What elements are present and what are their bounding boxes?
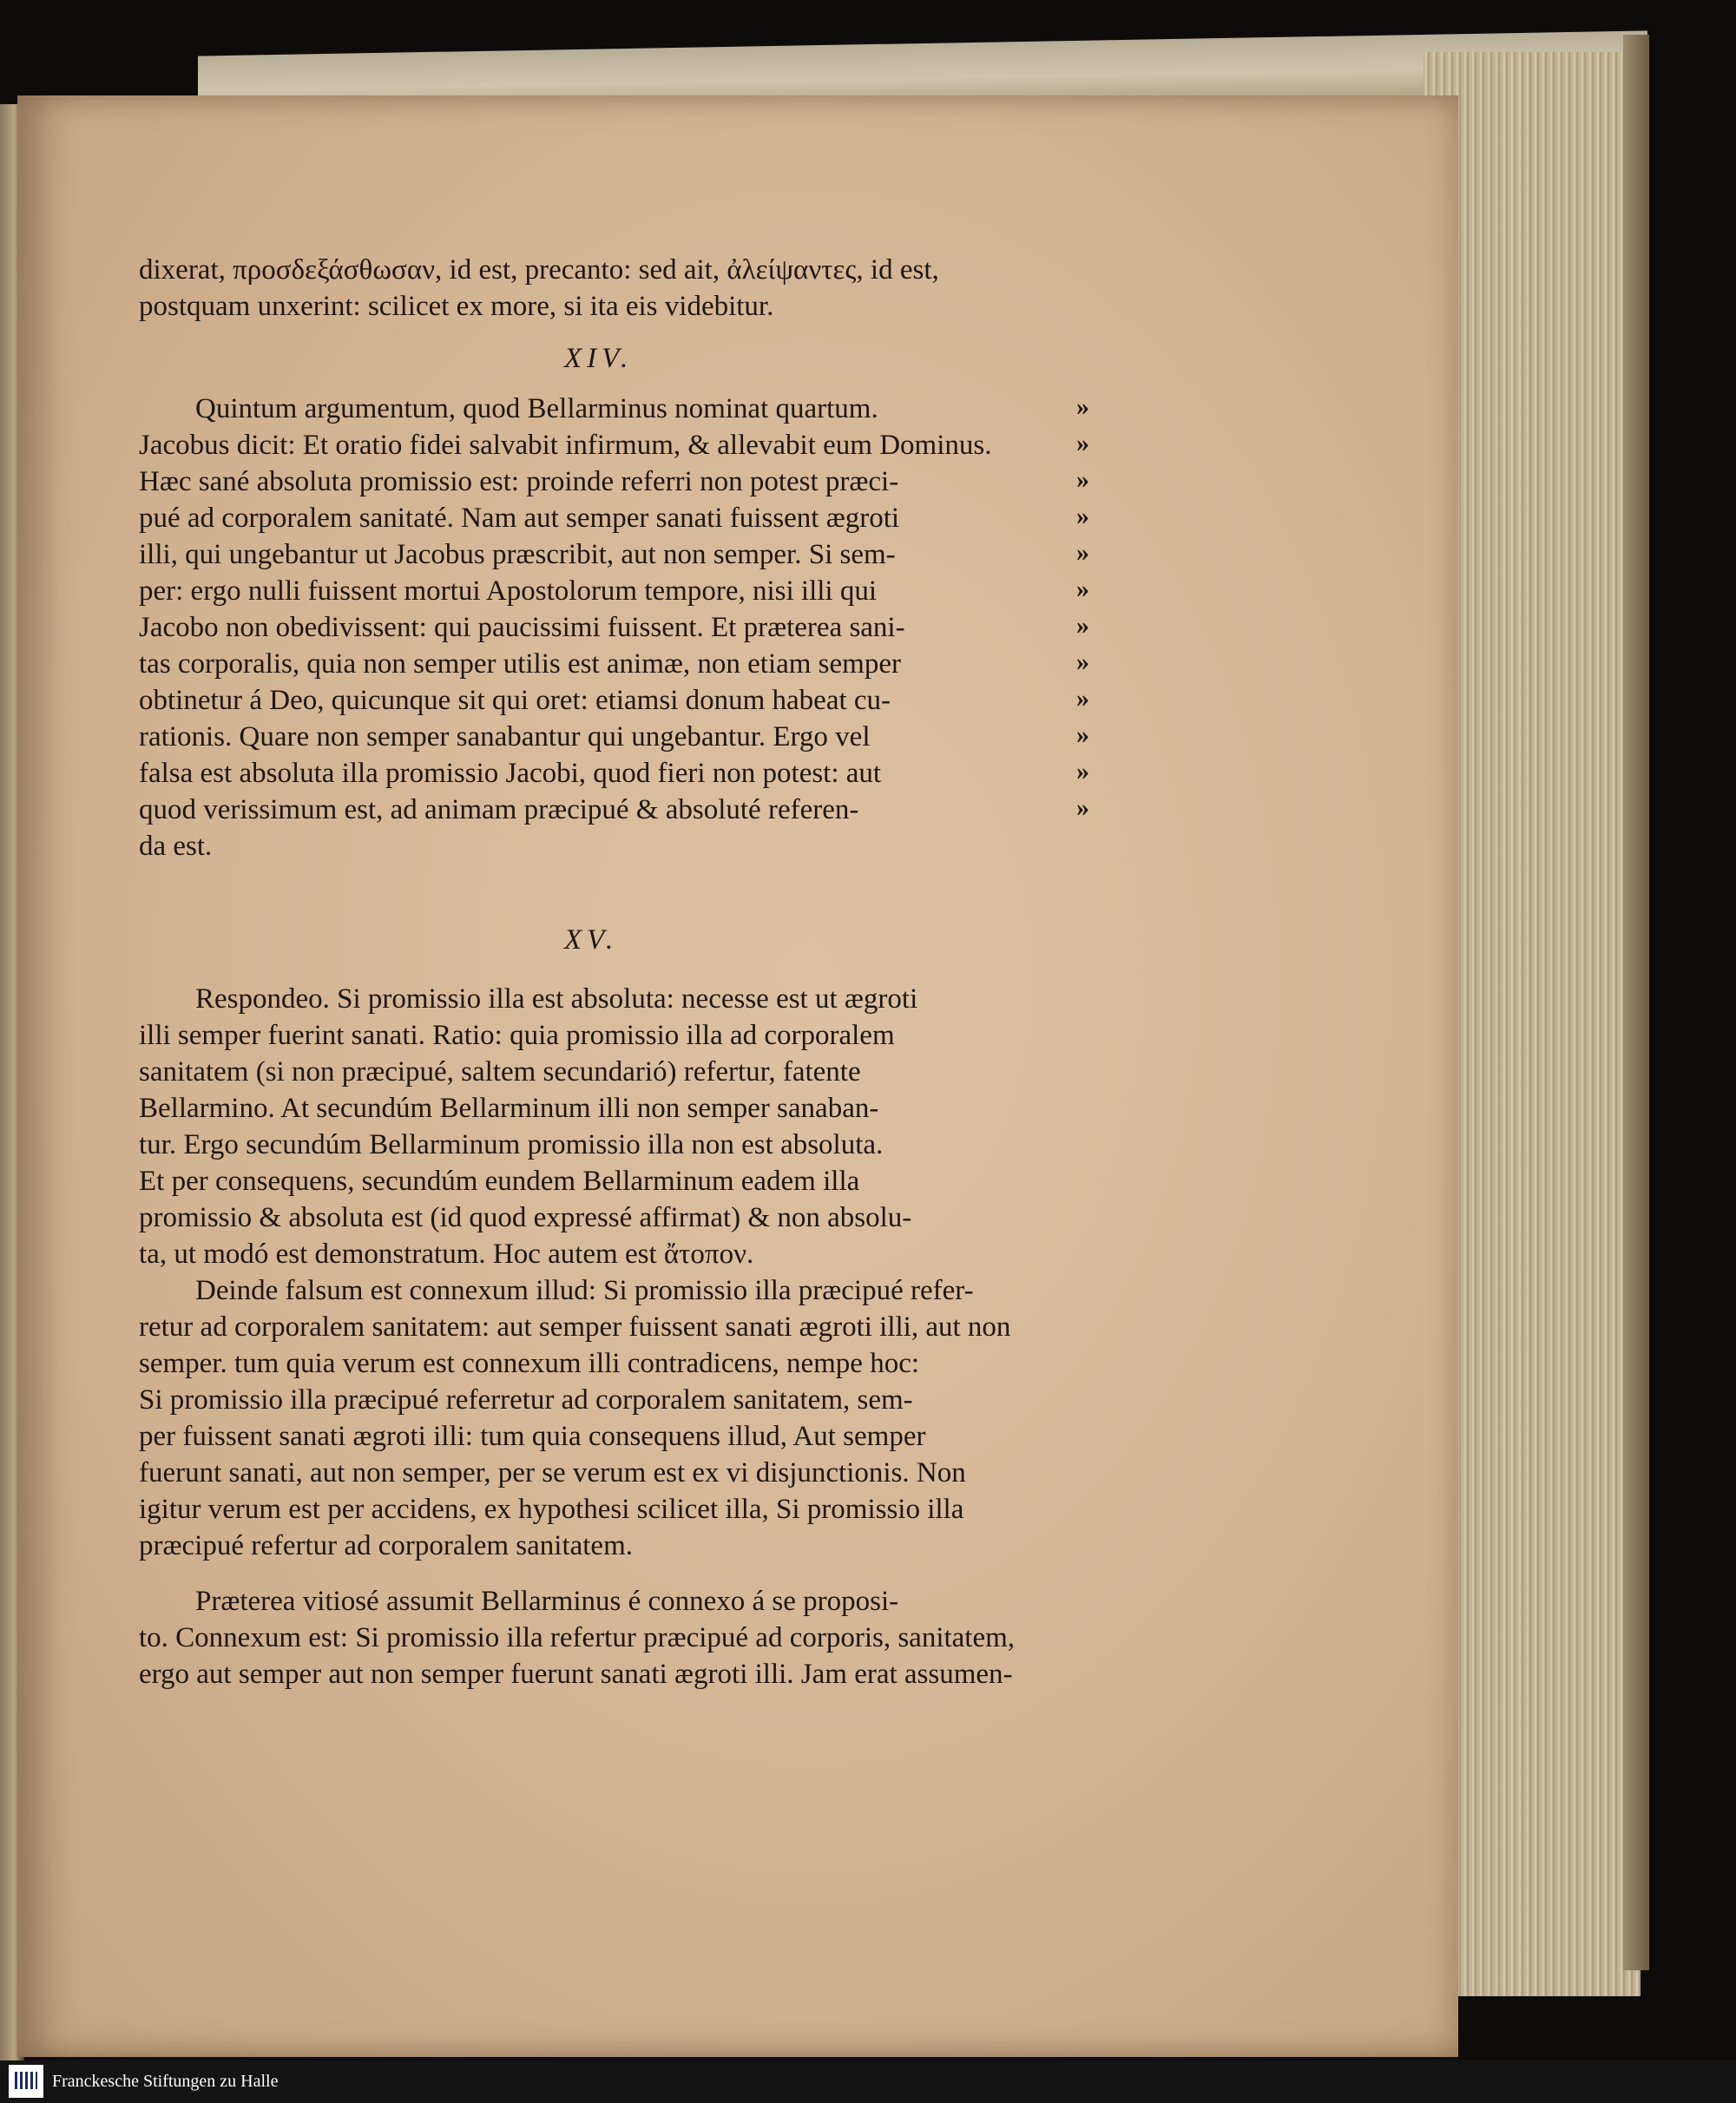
text-line: illi, qui ungebantur ut Jacobus præscribit, aut non semper. Si sem- <box>139 539 896 570</box>
text-line: tur. Ergo secundúm Bellarminum promissio illa non est absoluta. <box>139 1129 884 1160</box>
institution-logo-icon <box>9 2065 43 2098</box>
text-line: Quintum argumentum, quod Bellarminus nominat quartum. <box>195 393 878 424</box>
margin-quote-mark: » <box>1076 575 1089 603</box>
text-line: præcipué refertur ad corporalem sanitatem. <box>139 1530 633 1561</box>
text-line: illi semper fuerint sanati. Ratio: quia promissio illa ad corporalem <box>139 1020 895 1051</box>
page-stack-shadow <box>1623 35 1649 1970</box>
margin-quote-mark: » <box>1076 538 1089 567</box>
text-line: Bellarmino. At secundúm Bellarminum illi non semper sanaban- <box>139 1093 879 1124</box>
margin-quote-mark: » <box>1076 502 1089 530</box>
viewer-footer <box>0 2060 1736 2103</box>
text-line: Jacobo non obedivissent: qui paucissimi fuissent. Et præterea sani- <box>139 612 905 643</box>
margin-quote-mark: » <box>1076 429 1089 457</box>
text-line: fuerunt sanati, aut non semper, per se verum est ex vi disjunctionis. Non <box>139 1457 966 1489</box>
text-line: Præterea vitiosé assumit Bellarminus é connexo á se proposi- <box>195 1586 899 1617</box>
margin-quote-mark: » <box>1076 793 1089 822</box>
margin-quote-mark: » <box>1076 611 1089 640</box>
text-line: per: ergo nulli fuissent mortui Apostolorum tempore, nisi illi qui <box>139 575 877 607</box>
text-line: Hæc sané absoluta promissio est: proinde referri non potest præci- <box>139 466 899 497</box>
text-line: Si promissio illa præcipué referretur ad corporalem sanitatem, sem- <box>139 1384 913 1416</box>
text-line: Respondeo. Si promissio illa est absoluta: necesse est ut ægroti <box>195 983 918 1015</box>
text-line: da est. <box>139 831 213 862</box>
text-line: quod verissimum est, ad animam præcipué & absoluté referen- <box>139 794 859 825</box>
margin-quote-mark: » <box>1076 757 1089 785</box>
book-page <box>17 95 1458 2057</box>
margin-quote-mark: » <box>1076 720 1089 749</box>
text-line: semper. tum quia verum est connexum illi contradicens, nempe hoc: <box>139 1348 920 1379</box>
margin-quote-mark: » <box>1076 465 1089 494</box>
text-line: postquam unxerint: scilicet ex more, si ita eis videbitur. <box>139 291 774 322</box>
text-line: Deinde falsum est connexum illud: Si promissio illa præcipué refer- <box>195 1275 974 1306</box>
text-line: pué ad corporalem sanitaté. Nam aut semper sanati fuissent ægroti <box>139 503 900 534</box>
section-heading-xv: XV. <box>564 924 619 956</box>
text-line: falsa est absoluta illa promissio Jacobi, quod fieri non potest: aut <box>139 758 882 789</box>
text-line: obtinetur á Deo, quicunque sit qui oret: etiamsi donum habeat cu- <box>139 685 891 716</box>
text-line: dixerat, προσδεξάσθωσαν, id est, precanto: sed ait, ἀλείψαντες, id est, <box>139 254 939 286</box>
text-line: igitur verum est per accidens, ex hypothesi scilicet illa, Si promissio illa <box>139 1494 964 1525</box>
text-line: ta, ut modó est demonstratum. Hoc autem est ἄτοπον. <box>139 1239 754 1270</box>
text-line: Jacobus dicit: Et oratio fidei salvabit infirmum, & allevabit eum Dominus. <box>139 430 992 461</box>
text-line: sanitatem (si non præcipué, saltem secundarió) refertur, fatente <box>139 1056 861 1088</box>
text-line: ergo aut semper aut non semper fuerunt sanati ægroti illi. Jam erat assumen- <box>139 1659 1013 1690</box>
text-line: rationis. Quare non semper sanabantur qui ungebantur. Ergo vel <box>139 721 871 752</box>
margin-quote-mark: » <box>1076 647 1089 676</box>
margin-quote-mark: » <box>1076 392 1089 421</box>
section-heading-xiv: XIV. <box>564 343 634 374</box>
text-line: promissio & absoluta est (id quod expressé affirmat) & non absolu- <box>139 1202 912 1233</box>
text-line: to. Connexum est: Si promissio illa refertur præcipué ad corporis, sanitatem, <box>139 1622 1016 1653</box>
text-line: tas corporalis, quia non semper utilis est animæ, non etiam semper <box>139 648 901 680</box>
text-line: Et per consequens, secundúm eundem Bellarminum eadem illa <box>139 1166 860 1197</box>
text-line: per fuissent sanati ægroti illi: tum quia consequens illud, Aut semper <box>139 1421 926 1452</box>
text-line: retur ad corporalem sanitatem: aut semper fuissent sanati ægroti illi, aut non <box>139 1311 1011 1343</box>
margin-quote-mark: » <box>1076 684 1089 713</box>
institution-name: Franckesche Stiftungen zu Halle <box>52 2072 279 2091</box>
